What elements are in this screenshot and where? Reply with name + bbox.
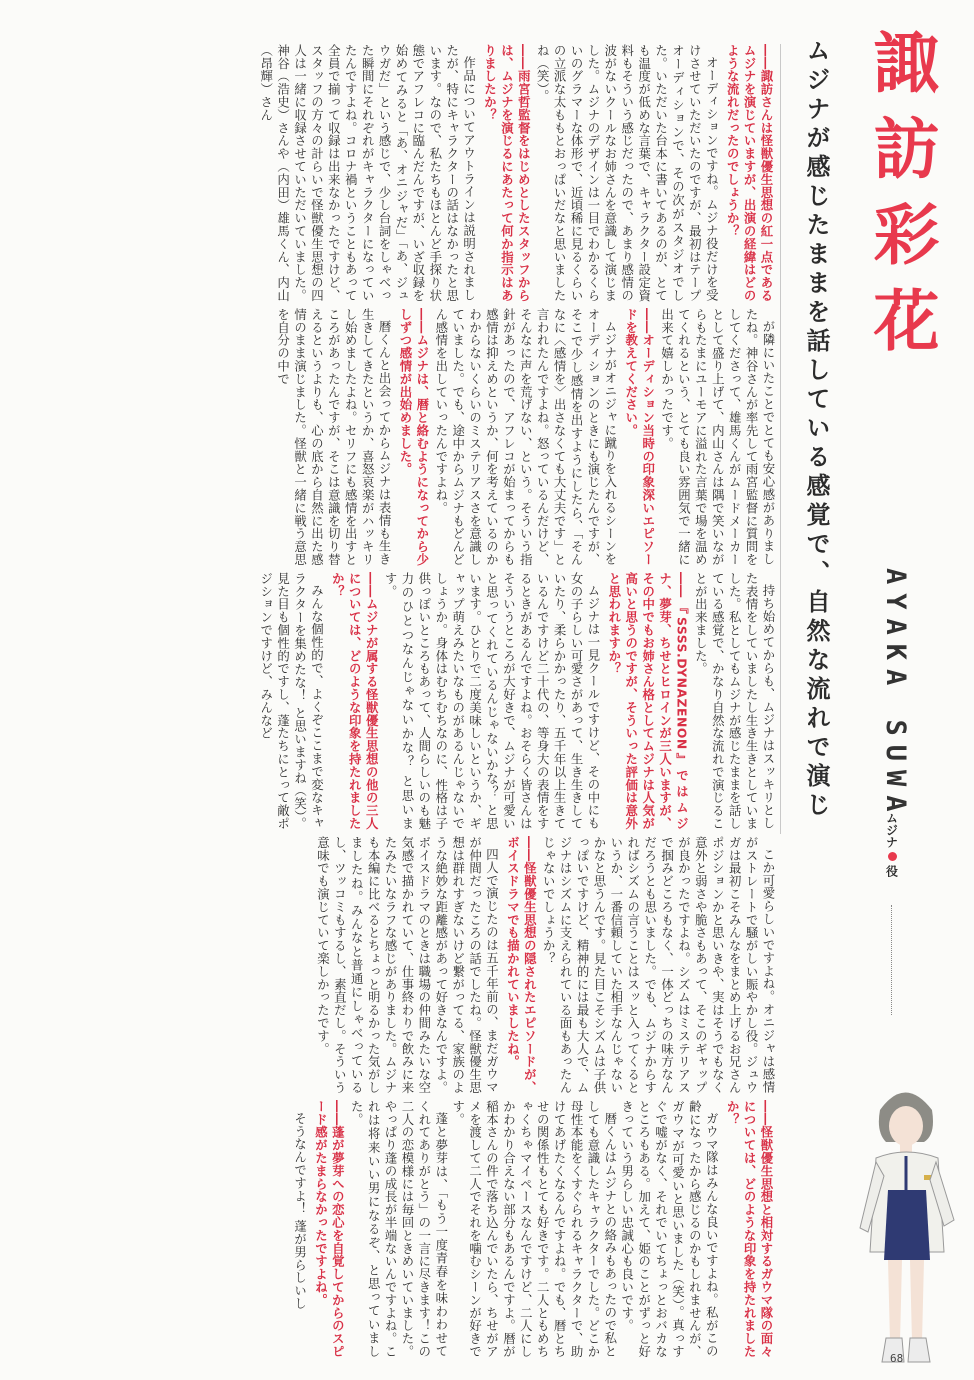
- interviewee-name: 諏訪彩花: [862, 28, 940, 372]
- text-column-4: [60, 836, 776, 1094]
- question: ――ムジナが属する怪獣優生思想の他の三人については、どのような印象を持たれましたか？: [330, 572, 380, 830]
- answer: ムジナは一見クールですけど、その中にも女の子らしい可愛さがあって、生き生きしていたり、柔らかかったり、五千年以上生きているんですけど二十代の、等身大の表情をするときがあるんですよね。おそらく皆さんはそういうところが大好きで、ムジナが可愛いと思ってくれているんじゃないかな？ と思います。ひとりで二度美味しいというか、ギャップ萌えみたいなものがあるんじゃないでしょうか。身体はむちむちなのに、性格は子供っぽいところもあって、人間らしいのも魅力のひとつなんじゃないかな？ と思います。: [383, 572, 601, 830]
- answer: 持ち始めてからも、ムジナはスッキリとした表情をしていましたし生き生きとしていました。私としてもムジナが感じたままを話している感覚で、かなり自然な流れで演じることが出来ました。: [693, 572, 776, 830]
- answer: が隣にいたことでとても安心感がありましたね。神谷さんが率先して雨宮監督に質問をしてくださって、雄馬くんがムードメーカーとして盛り上げて、内山さんは隅で笑いながらもたまにユーモアに溢れた言葉で場を温めてくれるという、とても良い雰囲気で一緒に出来て嬉しかったです。: [659, 308, 776, 566]
- question: ――『SSSS.DYNAZENON』ではムジナ、夢芽、ちせとヒロインが三人いますが、その中でもお姉さん格としてムジナは人気が高いと思うのですが、そういった評価は意外と思われますか？: [606, 572, 690, 830]
- question: ――蓬が夢芽への恋心を自覚してからのスピード感がたまらなかったですよね。: [313, 1100, 346, 1358]
- answer: 作品についてアウトラインは説明されましたが、特にキャラクターの話はなかったと思います。なので、私たちもほとんど手探り状態でアフレコに臨んだんですが、いざ収録を始めてみると「あ、オニジャだ」「あ、ジュウガだ」という感じで、少し台詞をしゃべった瞬間にそれぞれがキャラクターになっていたんですよね。コロナ禍ということもあって全員で揃って収録は出来なかったですけど、スタッフの方々の計らいで怪獣優生思想の四人は一緒に収録させていただいていました。神谷（浩史）さんや（内田）雄馬くん、内山（昂輝）さん: [258, 44, 477, 302]
- answer: 暦くんと出会ってからムジナは表情も生き生きしてきたというか、喜怒哀楽がハッキリし始めましたよね。セリフにも感情を出すところがあったんですが、そこは意識を切り替えるというよりも、心の底から自然に出た感情のまま演じました。怪獣と一緒に戦う意思を自分の中で: [275, 308, 393, 566]
- romaji-name: AYAKA SUWA: [880, 568, 911, 821]
- answer: オーディションですね。ムジナ役だけを受けさせていただいたのですが、最初はテープオーディションで、その次がスタジオでした。いただいた台本に書いてあるのが、とても温度が低めな言葉で、キャラクター設定資料もそういう感じだったので、あまり感情の波がないクールなお姉さんを意識して演じました。ムジナのデザインは一目でわかるくらいのグラマーな体形で、近頃稀に見るくらいの立派な太ももとおっぱいだなと思いましたね（笑）。: [535, 44, 720, 302]
- role-suffix: 役: [884, 865, 899, 877]
- answer: そうなんですよ！ 蓬が男らしいし: [292, 1112, 308, 1311]
- character-illustration-icon: [840, 1080, 970, 1370]
- question: ――オーディション当時の印象深いエピソードを教えてください。: [623, 308, 656, 566]
- text-column-2: [60, 308, 776, 566]
- answer: みんな個性的で、よくぞここまで変なキャラクターを集めたな！ と思いますね（笑）。見た目も個性的ですし、蓬たちにとって敵ポジションですけど、みんなど: [258, 572, 325, 830]
- answer: こか可愛らしいですよね。オニジャは感情がストレートで騒がしい賑やかし役。ジュウガは最初こそみんなをまとめ上げるお兄さんポジションかと思いきや、実はそうでもなく意外と弱さや脆さもあって、そこのギャップが良かったですよね。シズムはミステリアスで掴みどころもなく、一体どっちの味方なんだろうとも思いました。でも、ムジナからすればシズムの言うことはスッと入ってくるというか、一番信頼していた相手なんじゃないかなと思うんです。見た目こそシズムは子供っぽいですけど、精神的には最も大人で、ムジナはシズムに支えられている面もあったんじゃないでしょうか？: [541, 836, 776, 1094]
- answer: 四人で演じたのは五千年前の、まだガウマが仲間だったころの話でしたね。怪獣優生思想は群れすぎないけど繋がってる、家族のような絶妙な距離感があって好きなんですよ。ボイスドラマのときは職場の仲間みたいな空気感で描かれていて、仕事終わりで飲みに来たみたいなラフな感じがありました。ムジナも本編に比べるとちょっと明るかった気がしましたね。みんなと普通にしゃべっているし、ツッコミもするし、素直だし。そういう意味でも演じていて楽しかったです。: [315, 836, 500, 1094]
- question: ――雨宮哲監督をはじめとしたスタッフからは、ムジナを演じるにあたって何か指示はありましたか？: [482, 44, 532, 302]
- page-number: 68: [890, 1352, 904, 1365]
- role-label: [882, 812, 902, 902]
- headline-quote: ムジナが感じたままを話している感覚で、自然な流れで演じ: [802, 38, 830, 821]
- dotted-rule: [891, 905, 892, 1015]
- question: ――怪獣優生思想と相対するガウマ隊の面々については、どのような印象を持たれましたか？: [725, 1100, 774, 1358]
- text-column-1: [60, 44, 776, 302]
- answer: ガウマ隊はみんな良いですよね。私がこの齢になったから感じるのかもしれませんが、ガウマが可愛いと思いました（笑）。真っすぐで嘘がなく、それでいてちょっとおバカなところもある。加えて、姫のことがずっと好きっていう男らしい忠誠心も良いです。: [619, 1100, 720, 1358]
- question: ――怪獣優生思想の隠されたエピソードが、ボイスドラマでも描かれていましたね。: [505, 836, 538, 1094]
- role-dot-icon: [888, 852, 897, 861]
- question: ――ムジナは、暦と絡むようになってから少しずつ感情が出始めました。: [397, 308, 430, 566]
- text-column-5: [60, 1100, 776, 1358]
- text-column-3: [60, 572, 776, 830]
- answer: 暦くんはムジナとの絡みもあったので私としても意識したキャラクターでした。どこか母性本能をくすぐられるキャラクターで、助けてあげたくなるんですよね。でも、暦とちせの関係性もとても好きです。二人ともめちゃくちゃマイペースなんですけど、二人にしかわかり合えない部分もあるんですよ。暦が稲本さんの件で落ち込んでいたら、ちせがアメを渡して二人でそれを噛むシーンが好きです。: [450, 1100, 618, 1358]
- role-name: ムジナ: [884, 812, 899, 848]
- question: ――諏訪さんは怪獣優生思想の紅一点であるムジナを演じていますが、出演の経緯はどのような流れだったのでしょうか？: [725, 44, 774, 302]
- answer: ムジナがオニジャに蹴りを入れるシーンをオーディションのときにも演じたんですが、そこで少し感情を出すようにしたら、「そんなに〈感情を〉出さなくても大丈夫です」と言われたんですよね。怒っているんだけど、そんなに声を荒げない、という。そういう指針があったので、アフレコが始まってからも感情は抑えめというか、何を考えているのかわからないくらいのミステリアスさを意識していました。でも、途中からムジナもどんどん感情を出していったんですよね。: [433, 308, 618, 566]
- title-divider: [780, 44, 781, 834]
- answer: 蓬と夢芽は、「もう一度青春を味わわせてくれてありがとう」の一言に尽きます！この二人の恋模様には毎回ときめいていました。やっぱり蓬の成長が半端ないんですよね。これは将来いい男になるぞ、と思っていました。: [349, 1100, 449, 1358]
